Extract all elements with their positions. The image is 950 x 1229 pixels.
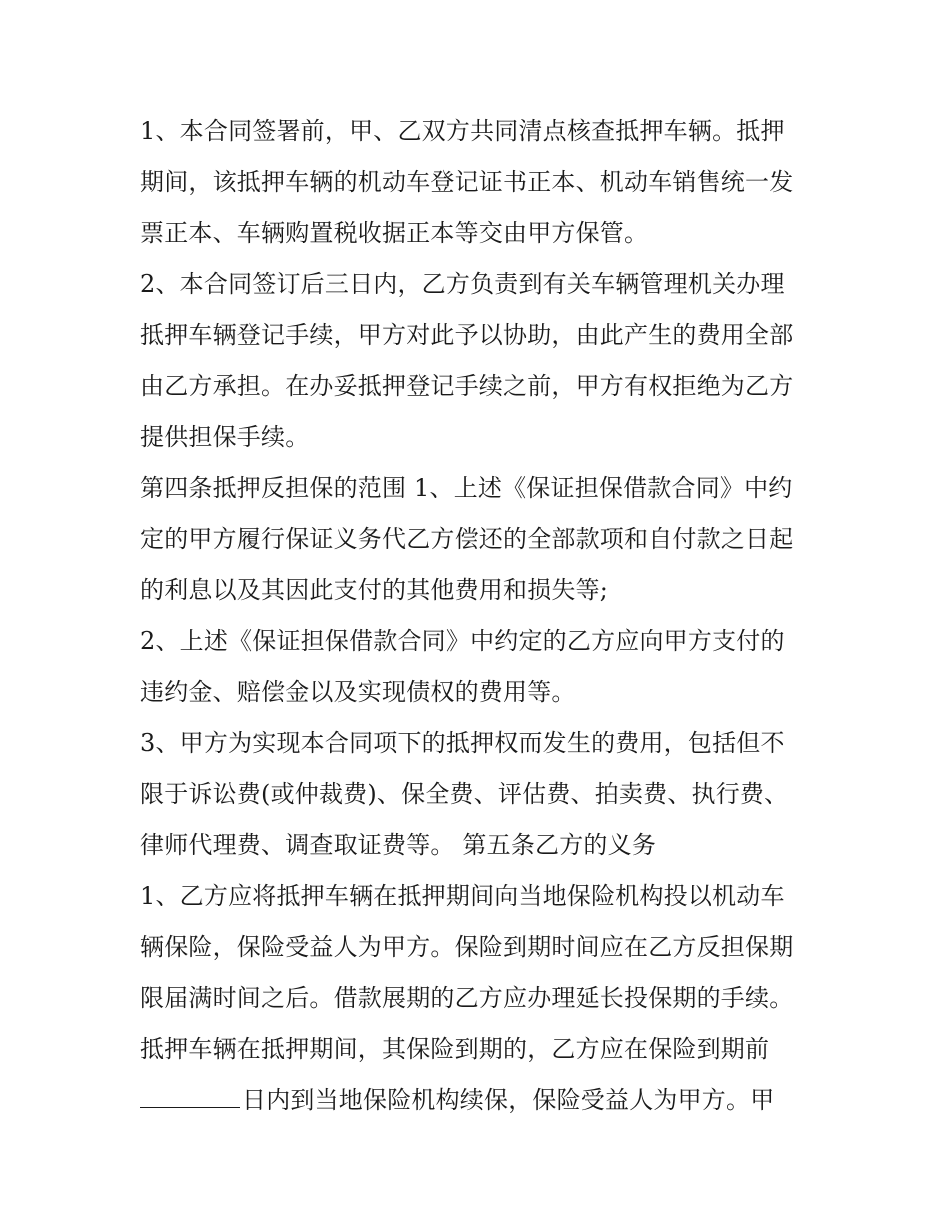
text-line: 2、上述《保证担保借款合同》中约定的乙方应向甲方支付的 [140, 627, 785, 655]
text-line: 由乙方承担。在办妥抵押登记手续之前，甲方有权拒绝为乙方 [140, 372, 794, 400]
text-line: 限届满时间之后。借款展期的乙方应办理延长投保期的手续。 [140, 984, 794, 1012]
text-line-with-blank [140, 1077, 820, 1128]
text-line: 2、本合同签订后三日内，乙方负责到有关车辆管理机关办理 [140, 270, 785, 298]
text-line: 辆保险，保险受益人为甲方。保险到期时间应在乙方反担保期 [140, 933, 794, 961]
text-line: 定的甲方履行保证义务代乙方偿还的全部款项和自付款之日起 [140, 525, 794, 553]
text-after-blank: 日内到当地保险机构续保，保险受益人为甲方。甲 [242, 1086, 775, 1114]
text-line: 的利息以及其因此支付的其他费用和损失等; [140, 576, 609, 604]
text-line: 第四条抵押反担保的范围 1、上述《保证担保借款合同》中约 [140, 474, 793, 502]
text-line: 1、本合同签署前，甲、乙双方共同清点核查抵押车辆。抵押 [140, 117, 785, 145]
text-line: 提供担保手续。 [140, 423, 310, 451]
text-line: 违约金、赔偿金以及实现债权的费用等。 [140, 678, 576, 706]
fill-in-blank [140, 1077, 240, 1108]
text-line: 抵押车辆在抵押期间，其保险到期的，乙方应在保险到期前 [140, 1035, 770, 1063]
text-line: 1、乙方应将抵押车辆在抵押期间向当地保险机构投以机动车 [140, 882, 785, 910]
text-line: 抵押车辆登记手续，甲方对此予以协助，由此产生的费用全部 [140, 321, 794, 349]
text-line: 律师代理费、调查取证费等。 第五条乙方的义务 [140, 831, 657, 859]
text-line: 3、甲方为实现本合同项下的抵押权而发生的费用，包括但不 [140, 729, 785, 757]
text-line: 票正本、车辆购置税收据正本等交由甲方保管。 [140, 219, 649, 247]
document-body [140, 108, 820, 1128]
text-line: 限于诉讼费(或仲裁费)、保全费、评估费、拍卖费、执行费、 [140, 780, 789, 808]
text-line: 期间，该抵押车辆的机动车登记证书正本、机动车销售统一发 [140, 168, 794, 196]
